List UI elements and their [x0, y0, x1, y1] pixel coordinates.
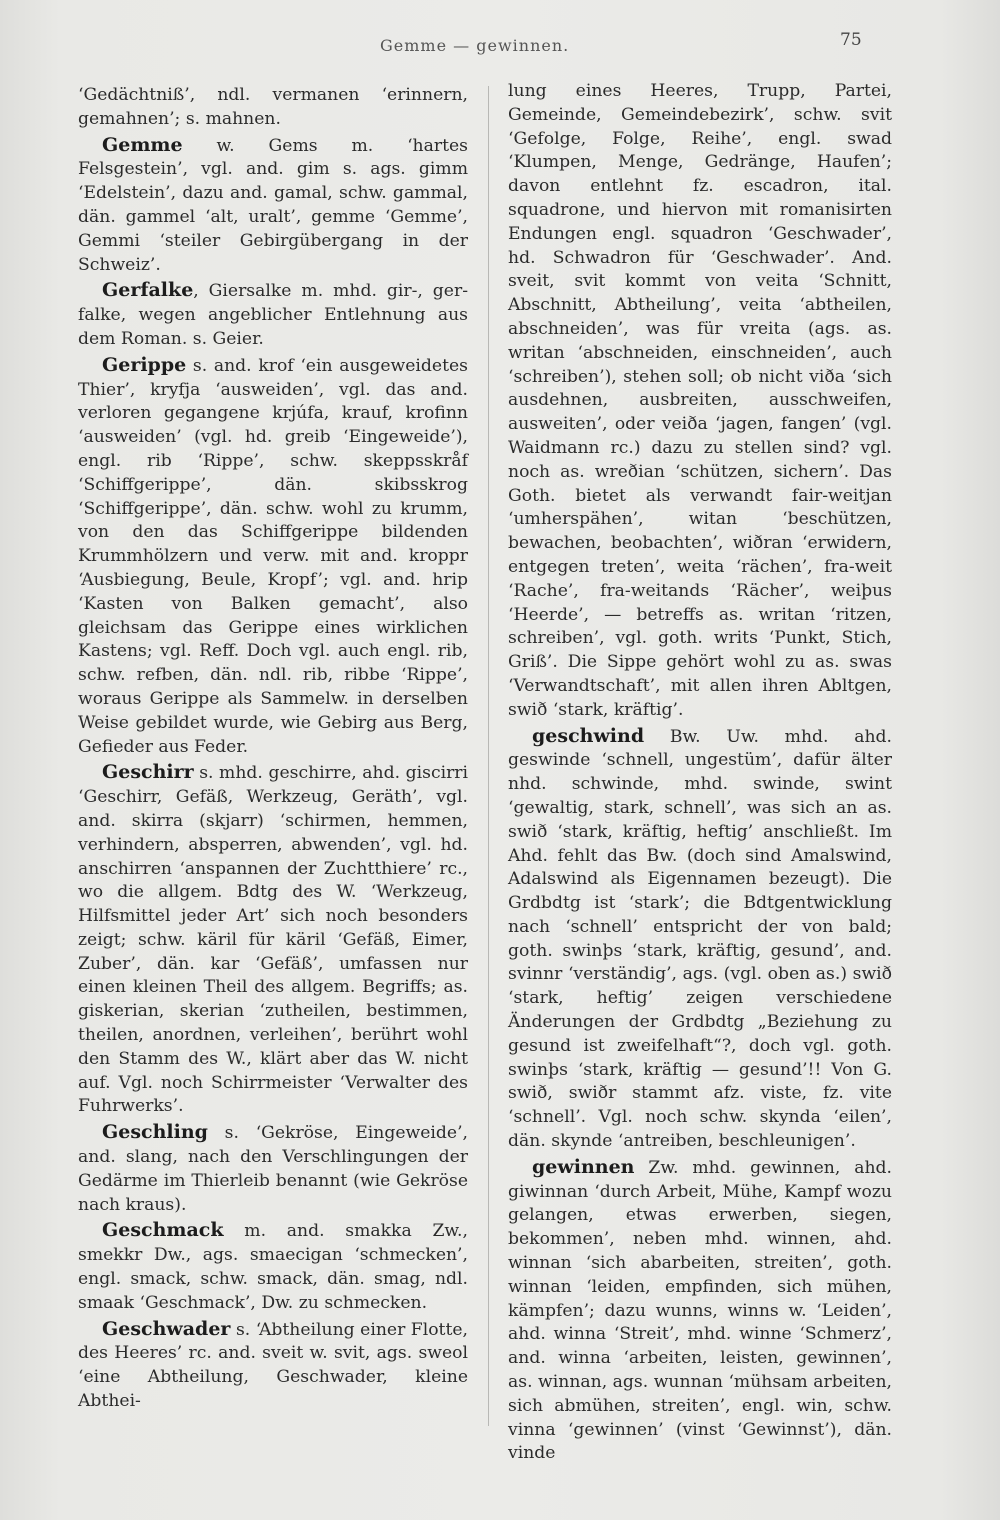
- entry-body: s. ‘Gekröse, Eingeweide’, and. slang, nach den Verschlingungen der Gedärme im Thierleib benannt (wie Gekröse nach kraus).: [78, 1123, 468, 1215]
- headword: Gemme: [102, 133, 183, 156]
- entry-gerippe: [78, 354, 468, 760]
- entry-geschling: [78, 1121, 468, 1217]
- page-number: 75: [840, 30, 862, 50]
- headword: Geschwader: [102, 1317, 231, 1340]
- entry-gemme: [78, 134, 468, 278]
- headword: Geschling: [102, 1121, 208, 1144]
- entry-gerfalke: [78, 279, 468, 351]
- entry-geschwind: [508, 725, 892, 1154]
- left-column: [78, 84, 468, 1416]
- right-column: [508, 80, 892, 1468]
- headword: Geschirr: [102, 761, 194, 784]
- continuation-text: ‘Gedächtniß’, ndl. vermanen ‘erinnern, gemahnen’; s. mahnen.: [78, 85, 468, 129]
- entry-geschirr: [78, 761, 468, 1119]
- entry-body: , Giersalke m. mhd. gir-, ger-falke, wegen angeblicher Entlehnung aus dem Roman. s. Geier.: [78, 281, 468, 349]
- entry-gewinnen: [508, 1156, 892, 1466]
- headword: gewinnen: [532, 1155, 635, 1178]
- entry-body: m. and. smakka Zw., smekkr Dw., ags. smaecigan ‘schmecken’, engl. smack, schw. smack, dän. smag, ndl. smaak ‘Geschmack’, Dw. zu schmecken.: [78, 1221, 468, 1313]
- headword: Geschmack: [102, 1219, 224, 1242]
- entry-body: Bw. Uw. mhd. ahd. geswinde ‘schnell, ungestüm’, dafür älter nhd. schwinde, mhd. swinde, swint ‘gewaltig, stark, schnell’, was sich an as. swið ‘stark, kräftig, heftig’ anschließt. Im Ahd. fehlt das Bw. (doch sind Amalswind, Adalswind als Eigennamen bezeugt). Die Grdbdtg ist ‘stark’; die Bdtgentwicklung nach ‘schnell’ entspricht der von bald; goth. swinþs ‘stark, kräftig, gesund’, and. svinnr ‘verständig’, ags. (vgl. oben as.) swið ‘stark, heftig’ zeigen verschiedene Änderungen der Grdbdtg „Beziehung zu gesund ist zweifelhaft“?, doch vgl. goth. swinþs ‘stark, kräftig — gesund’!! Von G. swið, swiðr stammt afz. viste, fz. vite ‘schnell’. Vgl. noch schw. skynda ‘eilen’, dän. skynde ‘antreiben, beschleunigen’.: [508, 726, 892, 1152]
- entry-body: s. ‘Abtheilung einer Flotte, des Heeres’ rc. and. sveit w. svit, ags. sweol ‘eine Abtheilung, Geschwader, kleine Abthei-: [78, 1319, 468, 1412]
- entry-body: w. Gems m. ‘hartes Felsgestein’, vgl. and. gim s. ags. gimm ‘Edelstein’, dazu and. gamal, schw. gammal, dän. gammel ‘alt, uralt’, gemme ‘Gemme’, Gemmi ‘steiler Gebirgübergang in der Schweiz’.: [78, 135, 468, 275]
- entry-geschwader: [78, 1318, 468, 1414]
- column-divider: [488, 86, 489, 1426]
- headword: Gerippe: [102, 353, 187, 376]
- entry-body: s. mhd. geschirre, ahd. giscirri ‘Geschirr, Gefäß, Werkzeug, Geräth’, vgl. and. skirra (skjarr) ‘schirmen, hemmen, verhindern, absperren, abwenden’, vgl. hd. anschirren ‘anspannen der Zuchtthiere’ rc., wo die allgem. Bdtg des W. ‘Werkzeug, Hilfsmittel jeder Art’ sich noch besonders zeigt; schw. käril für käril ‘Gefäß, Eimer, Zuber’, dän. kar ‘Gefäß’, umfassen nur einen kleinen Theil des allgem. Begriffs; as. giskerian, skerian ‘zutheilen, bestimmen, theilen, anordnen, verleihen’, berührt wohl den Stamm des W., klärt aber das W. nicht auf. Vgl. noch Schirrmeister ‘Verwalter des Fuhrwerks’.: [78, 763, 468, 1117]
- entry-body: Zw. mhd. gewinnen, ahd. giwinnan ‘durch Arbeit, Mühe, Kampf wozu gelangen, etwas erwerben, siegen, bekommen’, neben mhd. winnen, ahd. winnan ‘sich abarbeiten, streiten’, goth. winnan ‘leiden, empfinden, sich mühen, kämpfen’; dazu wunns, winns w. ‘Leiden’, ahd. winna ‘Streit’, mhd. winne ‘Schmerz’, and. winna ‘arbeiten, leisten, gewinnen’, as. winnan, ags. wunnan ‘mühsam arbeiten, sich abmühen, streiten’, engl. win, schw. vinna ‘gewinnen’ (vinst ‘Gewinnst’), dän. vinde: [508, 1157, 892, 1464]
- continuation-text: lung eines Heeres, Trupp, Partei, Gemeinde, Gemeindebezirk’, schw. svit ‘Gefolge, Folge, Reihe’, engl. swad ‘Klumpen, Menge, Gedränge, Haufen’; davon entlehnt fz. escadron, ital. squadrone, und hiervon mit romanisirten Endungen engl. squadron ‘Geschwader’, hd. Schwadron für ‘Geschwader’. And. sveit, svit kommt von veita ‘Schnitt, Abschnitt, Abtheilung’, veita ‘abtheilen, abschneiden’, was für vreita (ags. as. writan ‘abschneiden, einschneiden’, auch ‘schreiben’), stehen soll; ob nicht viða ‘sich ausdehnen, ausbreiten, ausschweifen, ausweiten’, oder veiða ‘jagen, fangen’ (vgl. Waidmann rc.) dazu zu stellen sind? vgl. noch as. wreðian ‘schützen, sichern’. Das Goth. bietet als verwandt fair-weitjan ‘umherspähen’, witan ‘beschützen, bewachen, beobachten’, wiðran ‘erwidern, entgegen treten’, weita ‘rächen’, fra-weit ‘Rache’, fra-weitands ‘Rächer’, weiþus ‘Heerde’, — betreffs as. writan ‘ritzen, schreiben’, vgl. goth. writs ‘Punkt, Stich, Griß’. Die Sippe gehört wohl zu as. swas ‘Verwandtschaft’, mit allen ihren Abltgen, swið ‘stark, kräftig’.: [508, 81, 892, 720]
- entry-body: s. and. krof ‘ein ausgeweidetes Thier’, kryfja ‘ausweiden’, vgl. das and. verloren gegangene krjúfa, krauf, krofinn ‘ausweiden’ (vgl. hd. greib ‘Eingeweide’), engl. rib ‘Rippe’, schw. skeppsskråf ‘Schiffgerippe’, dän. skibsskrog ‘Schiffgerippe’, dän. schw. wohl zu krumm, von den das Schiffgerippe bildenden Krummhölzern und verw. mit and. kroppr ‘Ausbiegung, Beule, Kropf’; vgl. and. hrip ‘Kasten von Balken gemacht’, also gleichsam das Gerippe eines wirklichen Kastens; vgl. Reff. Doch vgl. auch engl. rib, schw. refben, dän. ndl. rib, ribbe ‘Rippe’, woraus Gerippe als Sammelw. in derselben Weise gebildet wurde, wie Gebirg aus Berg, Gefieder aus Feder.: [78, 355, 468, 757]
- headword: Gerfalke: [102, 279, 194, 302]
- running-title: Gemme — gewinnen.: [380, 36, 570, 55]
- entry-geschmack: [78, 1219, 468, 1315]
- headword: geschwind: [532, 724, 645, 747]
